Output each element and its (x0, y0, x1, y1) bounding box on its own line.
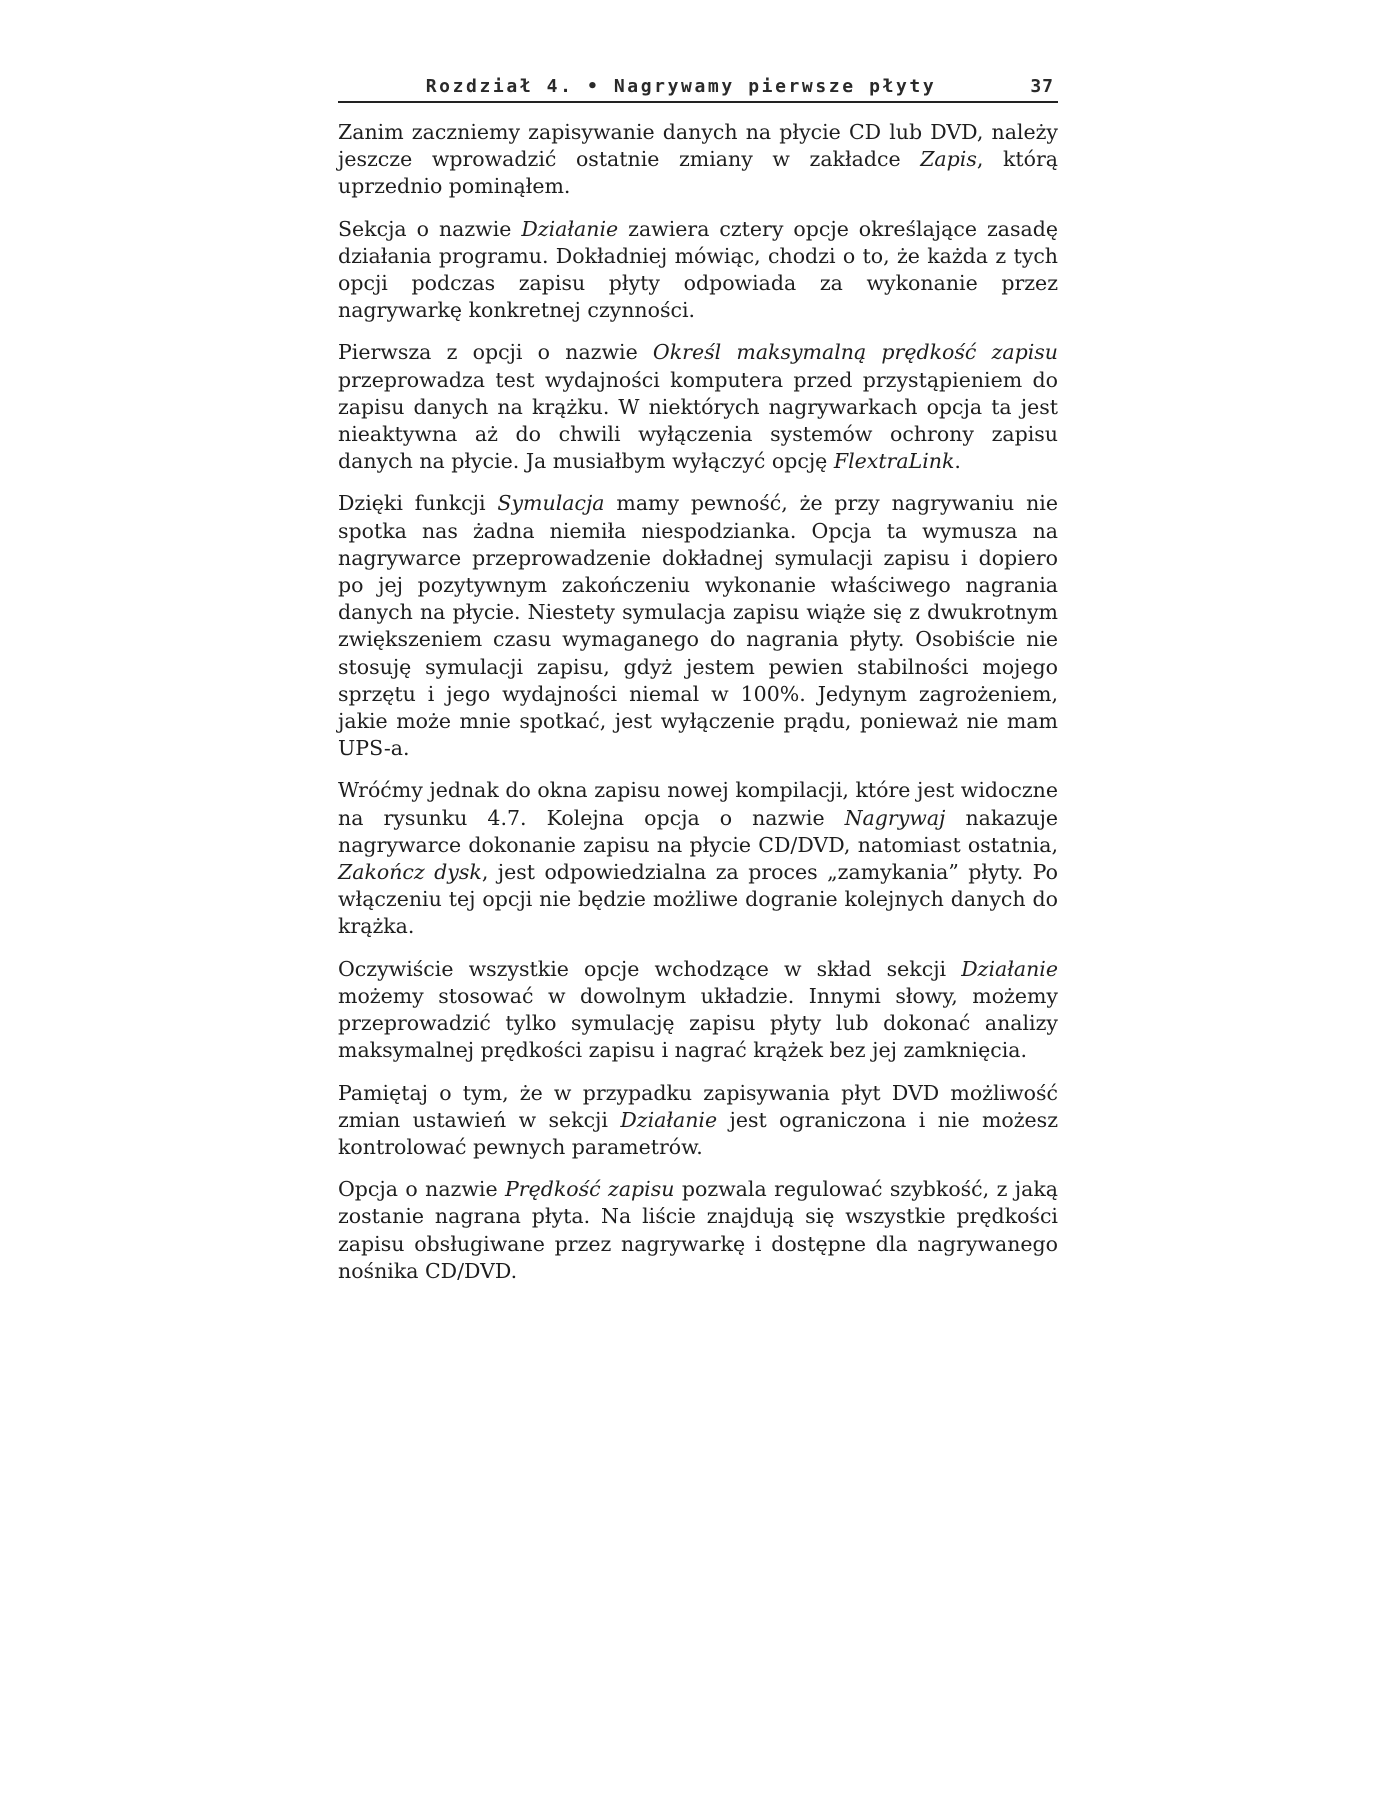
italic-term: FlextraLink (833, 449, 955, 474)
chapter-title: Rozdział 4. • Nagrywamy pierwsze płyty (425, 76, 937, 97)
paragraph (338, 956, 1058, 1065)
text-run: , jest odpowiedzialna za proces „zamykania” płyty. Po włączeniu tej opcji nie będzie możliwe dogranie kolejnych danych do krążka. (338, 860, 1058, 939)
paragraph (338, 1176, 1058, 1285)
paragraph (338, 119, 1058, 201)
italic-term: Nagrywaj (844, 805, 946, 830)
italic-term: Działanie (961, 956, 1058, 981)
text-run: pozwala regulować szybkość, z jaką zostanie nagrana płyta. Na liście znajdują się wszystkie prędkości zapisu obsługiwane przez nagrywarkę i dostępne dla nagrywanego nośnika CD/DVD. (338, 1177, 1059, 1283)
italic-term: Symulacja (497, 491, 605, 516)
italic-term: Prędkość zapisu (505, 1177, 675, 1202)
text-run: nakazuje nagrywarce dokonanie zapisu na płycie CD/DVD, natomiast ostatnia, (338, 805, 1058, 857)
text-run: zawiera cztery opcje określające zasadę działania programu. Dokładniej mówiąc, chodzi o to, że każda z tych opcji podczas zapisu płyty odpowiada za wykonanie przez nagrywarkę konkretnej czynności. (338, 216, 1058, 323)
text-run: Wróćmy jednak do okna zapisu nowej kompilacji, które jest widoczne na rysunku 4.7. Kolejna opcja o nazwie (338, 778, 1058, 830)
italic-term: Działanie (620, 1107, 718, 1132)
text-run: przeprowadza test wydajności komputera przed przystąpieniem do zapisu danych na krążku. W niektórych nagrywarkach opcja ta jest nieaktywna aż do chwili wyłączenia systemów ochrony zapisu danych na płycie. Ja musiałbym wyłączyć opcję (338, 367, 1058, 474)
running-header (338, 76, 1058, 103)
italic-term: Działanie (521, 216, 619, 241)
text-run: Opcja o nazwie (338, 1177, 505, 1202)
body-text (338, 119, 1058, 1285)
paragraph (338, 490, 1058, 762)
book-page (338, 76, 1058, 1300)
paragraph (338, 1080, 1058, 1162)
text-run: mamy pewność, że przy nagrywaniu nie spotka nas żadna niemiła niespodzianka. Opcja ta wymusza na nagrywarce przeprowadzenie dokładnej symulacji zapisu i dopiero po jej pozytywnym zakończeniu wykonanie właściwego nagrania danych na płycie. Niestety symulacja zapisu wiąże się z dwukrotnym zwiększeniem czasu wymaganego do nagrania płyty. Osobiście nie stosuję symulacji zapisu, gdyż jestem pewien stabilności mojego sprzętu i jego wydajności niemal w 100%. Jedynym zagrożeniem, jakie może mnie spotkać, jest wyłączenie prądu, ponieważ nie mam UPS-a. (338, 491, 1058, 761)
text-run: Dzięki funkcji (338, 491, 498, 516)
italic-term: Zapis (920, 147, 977, 172)
text-run: Pamiętaj o tym, że w przypadku zapisywania płyt DVD możliwość zmian ustawień w sekcji (338, 1080, 1058, 1132)
text-run: możemy stosować w dowolnym układzie. Innymi słowy, możemy przeprowadzić tylko symulację zapisu płyty lub dokonać analizy maksymalnej prędkości zapisu i nagrać krążek bez jej zamknięcia. (338, 983, 1058, 1063)
italic-term: Określ maksymalną prędkość zapisu (652, 340, 1058, 365)
page-number: 37 (1030, 76, 1054, 97)
paragraph (338, 777, 1058, 940)
paragraph (338, 216, 1058, 325)
text-run: jest ograniczona i nie możesz kontrolować pewnych parametrów. (338, 1107, 1058, 1159)
text-run: . (954, 449, 961, 474)
text-run: Sekcja o nazwie (338, 216, 522, 241)
paragraph (338, 339, 1058, 475)
text-run: , którą uprzednio pominąłem. (338, 147, 1058, 199)
text-run: Zanim zaczniemy zapisywanie danych na płycie CD lub DVD, należy jeszcze wprowadzić ostatnie zmiany w zakładce (338, 120, 1058, 172)
text-run: Pierwsza z opcji o nazwie (338, 340, 653, 365)
text-run: Oczywiście wszystkie opcje wchodzące w skład sekcji (338, 956, 962, 981)
italic-term: Zakończ dysk (338, 860, 482, 885)
